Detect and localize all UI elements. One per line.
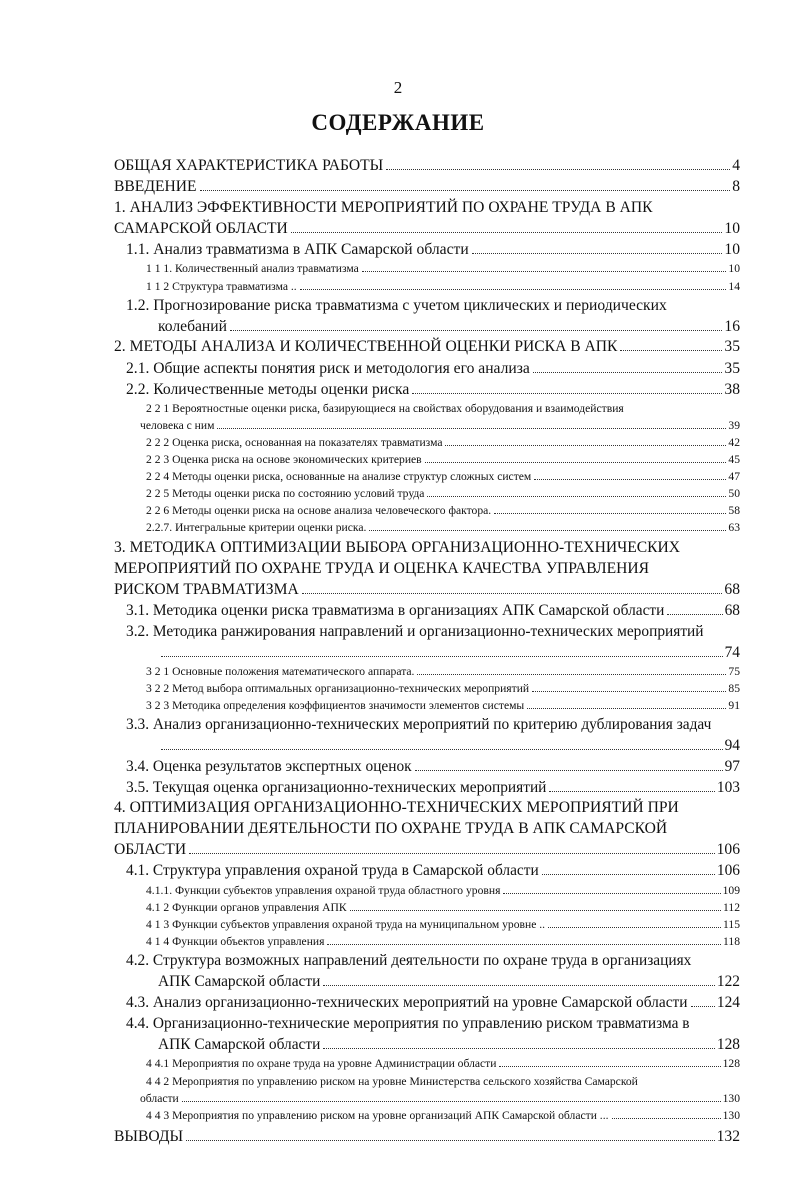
toc-section-3-4 (126, 758, 740, 776)
toc-entry-page: 10 (724, 220, 740, 237)
toc-chapter-3-line-1: 3. МЕТОДИКА ОПТИМИЗАЦИИ ВЫБОРА ОРГАНИЗАЦИОННО-ТЕХНИЧЕСКИХ (114, 539, 681, 556)
dot-leader (302, 593, 723, 594)
dot-leader (667, 614, 722, 615)
dot-leader (386, 169, 730, 170)
toc-entry-title: 4 1 4 Функции объектов управления (146, 935, 325, 948)
toc-section-4-4-line-1: 4.4. Организационно-технические мероприятия по управлению риском травматизма в (126, 1015, 690, 1032)
toc-chapter-2 (114, 338, 740, 356)
toc-subsection-2-2-4 (146, 470, 740, 484)
toc-subsection-4-1-3 (146, 918, 740, 932)
dot-leader (161, 749, 723, 750)
dot-leader (503, 893, 720, 894)
toc-entry-page: 68 (724, 581, 740, 598)
toc-entry-title: 1 1 1. Количественный анализ травматизма (146, 262, 359, 275)
toc-subsection-2-2-6 (146, 504, 740, 518)
toc-entry-title: 4.1 2 Функции органов управления АПК (146, 901, 347, 914)
toc-section-3-3-title: 3.3. Анализ организационно-технических мероприятий по критерию дублирования задач (126, 716, 712, 733)
toc-entry-title: 3 2 1 Основные положения математического аппарата. (146, 665, 415, 678)
toc-entry-title: 2.1. Общие аспекты понятия риск и методология его анализа (126, 360, 530, 377)
dot-leader (425, 462, 727, 463)
dot-leader (323, 1048, 715, 1049)
dot-leader (548, 927, 721, 928)
toc-subsection-4-1-4 (146, 935, 740, 949)
dot-leader (549, 791, 714, 792)
toc-entry-title: РИСКОМ ТРАВМАТИЗМА (114, 581, 299, 598)
toc-entry-page: 35 (724, 338, 740, 355)
dot-leader (417, 674, 726, 675)
toc-entry-page: 128 (722, 1057, 740, 1070)
toc-subsection-4-1-2 (146, 901, 740, 915)
toc-chapter-4 (114, 841, 740, 859)
dot-leader (472, 253, 723, 254)
toc-entry-page: 68 (724, 602, 740, 619)
toc-entry-page: 10 (724, 241, 740, 258)
toc-entry-page: 94 (724, 737, 740, 754)
toc-chapter-4-line-2: ПЛАНИРОВАНИИ ДЕЯТЕЛЬНОСТИ ПО ОХРАНЕ ТРУДА В АПК САМАРСКОЙ (114, 820, 668, 837)
toc-entry-title: 2 2 4 Методы оценки риска, основанные на анализе структур сложных систем (146, 470, 532, 483)
dot-leader (691, 1006, 715, 1007)
toc-chapter-1-line-1: 1. АНАЛИЗ ЭФФЕКТИВНОСТИ МЕРОПРИЯТИЙ ПО ОХРАНЕ ТРУДА В АПК (114, 199, 653, 216)
toc-entry-page: 4 (732, 157, 740, 174)
toc-section-1-2-line-1: 1.2. Прогнозирование риска травматизма с учетом циклических и периодических (126, 297, 667, 314)
toc-entry-title: 4 1 3 Функции субъектов управления охраной труда на муниципальном уровне .. (146, 918, 546, 931)
toc-subsection-1-1-1 (146, 262, 740, 276)
dot-leader (300, 289, 727, 290)
toc-entry-intro (114, 178, 740, 196)
toc-entry-page: 109 (722, 884, 740, 897)
toc-entry-page: 47 (728, 470, 740, 483)
dot-leader (369, 530, 726, 531)
toc-section-2-2 (126, 381, 740, 399)
dot-leader (161, 656, 723, 657)
toc-section-4-1 (126, 862, 740, 880)
toc-entry-title: ВЫВОДЫ (114, 1128, 184, 1145)
toc-entry-page: 39 (728, 419, 740, 432)
toc-entry-title: 1.1. Анализ травматизма в АПК Самарской области (126, 241, 469, 258)
toc-entry-page: 128 (716, 1036, 740, 1053)
toc-entry-page: 122 (716, 973, 740, 990)
dot-leader (527, 708, 726, 709)
toc-entry-title: 2.2. Количественные методы оценки риска (126, 381, 410, 398)
dot-leader (412, 393, 722, 394)
toc-section-3-1 (126, 602, 740, 620)
toc-entry-title: области (140, 1092, 179, 1105)
dot-leader (200, 190, 731, 191)
toc-entry-page: 106 (716, 841, 740, 858)
toc-entry-page: 74 (724, 644, 740, 661)
toc-entry-page: 75 (728, 665, 740, 678)
toc-subsection-4-4-2 (140, 1092, 740, 1106)
toc-entry-conclusions (114, 1128, 740, 1146)
toc-subsection-4-4-2-line-1: 4 4 2 Мероприятия по управлению риском на уровне Министерства сельского хозяйства Самарской (146, 1075, 638, 1088)
toc-subsection-3-2-2 (146, 682, 740, 696)
dot-leader (327, 944, 721, 945)
toc-subsection-3-2-1 (146, 665, 740, 679)
dot-leader (533, 372, 723, 373)
toc-entry-page: 38 (724, 381, 740, 398)
toc-subsection-4-4-3 (146, 1109, 740, 1123)
toc-subsection-4-1-1 (146, 884, 740, 898)
toc-subsection-3-2-3 (146, 699, 740, 713)
dot-leader (362, 271, 727, 272)
toc-entry-title: 4 4 3 Мероприятия по управлению риском на уровне организаций АПК Самарской области ... (146, 1109, 609, 1122)
toc-entry-title: колебаний (158, 318, 227, 335)
toc-subsection-2-2-5 (146, 487, 740, 501)
toc-entry-title: 2 2 5 Методы оценки риска по состоянию условий труда (146, 487, 425, 500)
toc-section-2-1 (126, 360, 740, 378)
toc-section-4-2 (158, 973, 740, 991)
toc-entry-page: 42 (728, 436, 740, 449)
toc-entry-page: 58 (728, 504, 740, 517)
dot-leader (532, 691, 726, 692)
toc-entry-title: 2 2 3 Оценка риска на основе экономических критериев (146, 453, 422, 466)
toc-subsection-4-4-1 (146, 1057, 740, 1071)
toc-subsection-2-2-1-line-1: 2 2 1 Вероятностные оценки риска, базирующиеся на свойствах оборудования и взаимодействия (146, 402, 624, 415)
toc-entry-page: 10 (728, 262, 740, 275)
toc-entry-title: 3.5. Текущая оценка организационно-технических мероприятий (126, 779, 547, 796)
toc-chapter-3 (114, 581, 740, 599)
toc-chapter-1 (114, 220, 740, 238)
toc-entry-title: САМАРСКОЙ ОБЛАСТИ (114, 220, 288, 237)
dot-leader (182, 1101, 721, 1102)
toc-entry-title: ВВЕДЕНИЕ (114, 178, 197, 195)
page-number: 2 (393, 78, 403, 97)
toc-entry-page: 130 (722, 1109, 740, 1122)
toc-entry-title: 4.3. Анализ организационно-технических мероприятий на уровне Самарской области (126, 994, 688, 1011)
toc-section-3-5 (126, 779, 740, 797)
toc-entry-title: 1 1 2 Структура травматизма .. (146, 280, 297, 293)
toc-section-3-2 (158, 644, 740, 662)
toc-entry-page: 8 (732, 178, 740, 195)
toc-entry-page: 91 (728, 699, 740, 712)
dot-leader (217, 428, 726, 429)
toc-entry-title: 4.1. Структура управления охраной труда в Самарской области (126, 862, 539, 879)
dot-leader (427, 496, 726, 497)
dot-leader (445, 445, 726, 446)
toc-entry-page: 35 (724, 360, 740, 377)
toc-entry-title: ОБЩАЯ ХАРАКТЕРИСТИКА РАБОТЫ (114, 157, 384, 174)
toc-entry-title: 2 2 2 Оценка риска, основанная на показателях травматизма (146, 436, 443, 449)
page-title: СОДЕРЖАНИЕ (311, 110, 485, 135)
toc-entry-title: 4.1.1. Функции субъектов управления охраной труда областного уровня (146, 884, 501, 897)
toc-entry-page: 124 (716, 994, 740, 1011)
dot-leader (291, 232, 723, 233)
dot-leader (534, 479, 726, 480)
toc-entry-page: 118 (723, 935, 740, 948)
toc-entry-title: 2.2.7. Интегральные критерии оценки риска. (146, 521, 367, 534)
toc-section-3-2-title: 3.2. Методика ранжирования направлений и организационно-технических мероприятий (126, 623, 704, 640)
toc-subsection-2-2-3 (146, 453, 740, 467)
toc-entry-title: ОБЛАСТИ (114, 841, 187, 858)
toc-entry-page: 115 (723, 918, 740, 931)
dot-leader (499, 1066, 720, 1067)
dot-leader (350, 910, 721, 911)
toc-subsection-2-2-7 (146, 521, 740, 535)
toc-section-4-2-line-1: 4.2. Структура возможных направлений деятельности по охране труда в организациях (126, 952, 692, 969)
toc-chapter-3-line-2: МЕРОПРИЯТИЙ ПО ОХРАНЕ ТРУДА И ОЦЕНКА КАЧЕСТВА УПРАВЛЕНИЯ (114, 560, 650, 577)
toc-section-4-4 (158, 1036, 740, 1054)
toc-entry-title: 3 2 2 Метод выбора оптимальных организационно-технических мероприятий (146, 682, 530, 695)
toc-entry-page: 45 (728, 453, 740, 466)
toc-entry-title: 2. МЕТОДЫ АНАЛИЗА И КОЛИЧЕСТВЕННОЙ ОЦЕНКИ РИСКА В АПК (114, 338, 618, 355)
toc-entry-page: 97 (724, 758, 740, 775)
toc-entry-page: 112 (723, 901, 740, 914)
toc-entry-page: 14 (728, 280, 740, 293)
toc-entry-page: 85 (728, 682, 740, 695)
dot-leader (620, 350, 722, 351)
toc-entry-page: 50 (728, 487, 740, 500)
dot-leader (230, 330, 722, 331)
dot-leader (542, 874, 715, 875)
dot-leader (494, 513, 726, 514)
toc-chapter-4-line-1: 4. ОПТИМИЗАЦИЯ ОРГАНИЗАЦИОННО-ТЕХНИЧЕСКИХ МЕРОПРИЯТИЙ ПРИ (114, 799, 679, 816)
toc-entry-page: 103 (716, 779, 740, 796)
toc-section-1-2 (158, 318, 740, 336)
toc-entry-page: 16 (724, 318, 740, 335)
toc-entry-title: АПК Самарской области (158, 1036, 321, 1053)
toc-entry-title: 3.4. Оценка результатов экспертных оценок (126, 758, 412, 775)
toc-entry-page: 132 (716, 1128, 740, 1145)
toc-entry-page: 106 (716, 862, 740, 879)
toc-section-4-3 (126, 994, 740, 1012)
toc-entry-title: 2 2 6 Методы оценки риска на основе анализа человеческого фактора. (146, 504, 492, 517)
toc-section-1-1 (126, 241, 740, 259)
dot-leader (186, 1140, 714, 1141)
dot-leader (612, 1118, 721, 1119)
toc-entry-general (114, 157, 740, 175)
dot-leader (323, 985, 715, 986)
toc-section-3-3 (158, 737, 740, 755)
toc-subsection-1-1-2 (146, 280, 740, 294)
dot-leader (415, 770, 723, 771)
toc-entry-title: 3.1. Методика оценки риска травматизма в организациях АПК Самарской области (126, 602, 665, 619)
toc-entry-title: АПК Самарской области (158, 973, 321, 990)
toc-entry-title: 4 4.1 Мероприятия по охране труда на уровне Администрации области (146, 1057, 497, 1070)
toc-entry-title: человека с ним (140, 419, 215, 432)
dot-leader (189, 853, 715, 854)
toc-entry-page: 63 (728, 521, 740, 534)
toc-subsection-2-2-1 (140, 419, 740, 433)
toc-entry-page: 130 (722, 1092, 740, 1105)
toc-entry-title: 3 2 3 Методика определения коэффициентов значимости элементов системы (146, 699, 525, 712)
toc-subsection-2-2-2 (146, 436, 740, 450)
